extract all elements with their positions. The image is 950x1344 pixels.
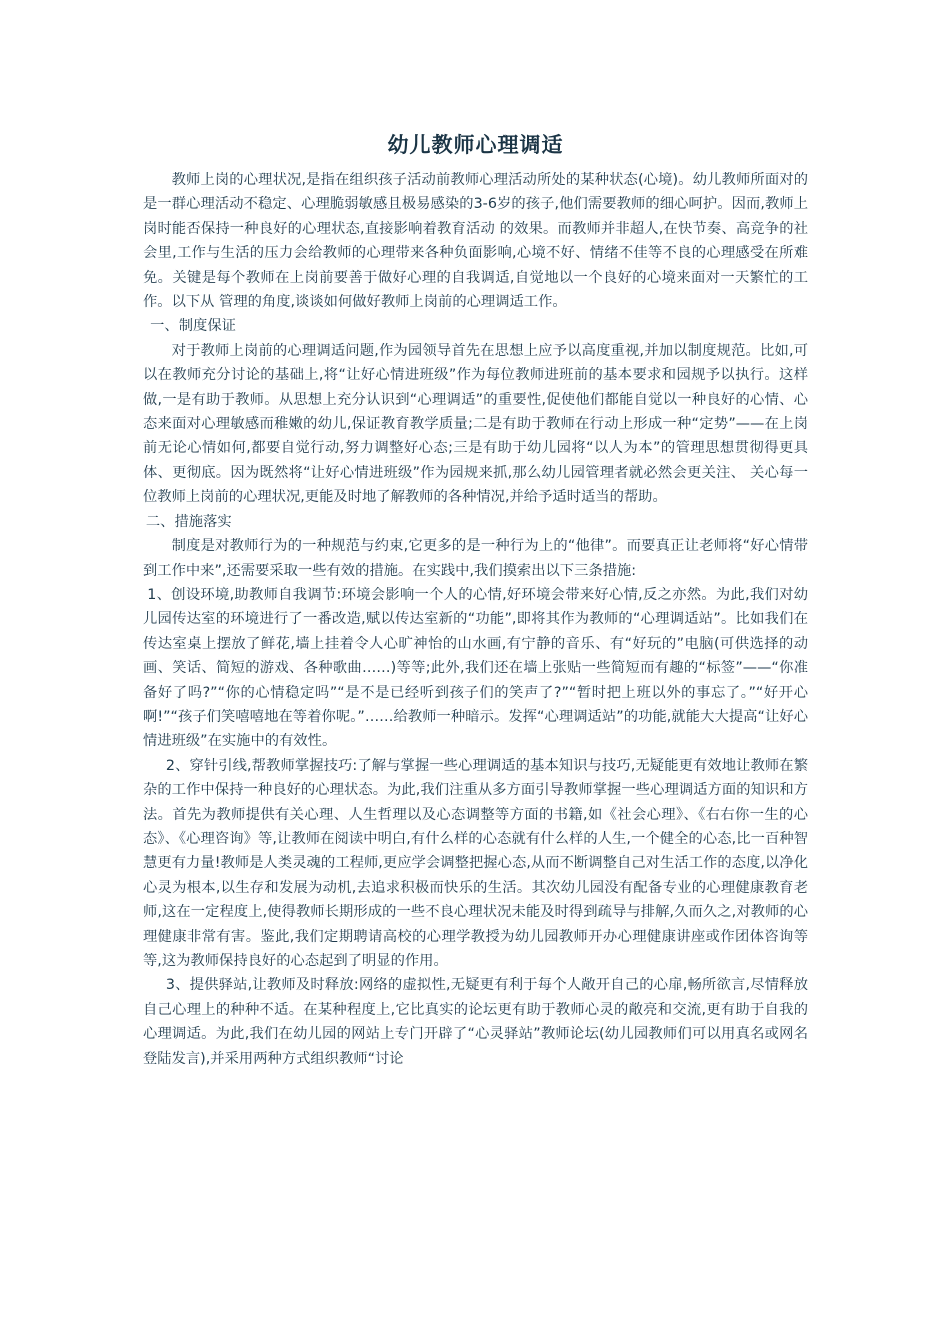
measure-item-1: 1、创设环境,助教师自我调节:环境会影响一个人的心情,好环境会带来好心情,反之亦然。为此,我们对幼儿园传达室的环境进行了一番改造,赋以传达室新的“功能”,即将其作为教师的“心理调适站”。比如我们在传达室桌上摆放了鲜花,墙上挂着令人心旷神怡的山水画,有宁静的音乐、有“好玩的”电脑(可供选择的动画、笑话、简短的游戏、各种歌曲……)等等;此外,我们还在墙上张贴一些简短而有趣的“标签”——“你准备好了吗?”“你的心情稳定吗”“是不是已经听到孩子们的笑声了?”“暂时把上班以外的事忘了。”“好开心啊!”“孩子们笑嘻嘻地在等着你呢。”……给教师一种暗示。发挥“心理调适站”的功能,就能大大提高“让好心情进班级”在实施中的有效性。 <box>143 586 808 750</box>
section-2-paragraph: 制度是对教师行为的一种规范与约束,它更多的是一种行为上的“他律”。而要真正让老师将“好心情带到工作中来”,还需要采取一些有效的措施。在实践中,我们摸索出以下三条措施: <box>143 538 808 579</box>
document-title: 幼儿教师心理调适 <box>387 133 564 157</box>
section-1-paragraph: 对于教师上岗前的心理调适问题,作为园领导首先在思想上应予以高度重视,并加以制度规范。比如,可以在教师充分讨论的基础上,将“让好心情进班级”作为每位教师进班前的基本要求和园规予以执行。这样做,一是有助于教师。从思想上充分认识到“心理调适”的重要性,促使他们都能自觉以一种良好的心情、心态来面对心理敏感而稚嫩的幼儿,保证教育教学质量;二是有助于教师在行动上形成一种“定势”——在上岗前无论心情如何,都要自觉行动,努力调整好心态;三是有助于幼儿园将“以人为本”的管理思想贯彻得更具体、更彻底。因为既然将“让好心情进班级”作为园规来抓,那么幼儿园管理者就必然会更关注、 关心每一位教师上岗前的心理状况,更能及时地了解教师的各种情况,并给予适时适当的帮助。 <box>143 342 808 506</box>
measure-item-3: 3、提供驿站,让教师及时释放:网络的虚拟性,无疑更有利于每个人敞开自己的心扉,畅所欲言,尽情释放自己心理上的种种不适。在某种程度上,它比真实的论坛更有助于教师心灵的敞亮和交流,更有助于自我的心理调适。为此,我们在幼儿园的网站上专门开辟了“心灵驿站”教师论坛(幼儿园教师们可以用真名或网名登陆发言),并采用两种方式组织教师“讨论 <box>143 977 808 1067</box>
document-page <box>143 128 808 1071</box>
intro-paragraph: 教师上岗的心理状况,是指在组织孩子活动前教师心理活动所处的某种状态(心境)。幼儿教师所面对的是一群心理活动不稳定、心理脆弱敏感且极易感染的3-6岁的孩子,他们需要教师的细心呵护。因而,教师上岗时能否保持一种良好的心理状态,直接影响着教育活动 的效果。而教师并非超人,在快节奏、高竞争的社会里,工作与生活的压力会给教师的心理带来各种负面影响,心境不好、情绪不佳等不良的心理感受在所难免。关键是每个教师在上岗前要善于做好心理的自我调适,自觉地以一个良好的心境来面对一天繁忙的工作。以下从 管理的角度,谈谈如何做好教师上岗前的心理调适工作。 <box>143 172 808 311</box>
section-heading-1: 一、制度保证 <box>150 318 236 335</box>
measure-item-2: 2、穿针引线,帮教师掌握技巧:了解与掌握一些心理调适的基本知识与技巧,无疑能更有效地让教师在繁杂的工作中保持一种良好的心理状态。为此,我们注重从多方面引导教师掌握一些心理调适方面的知识和方法。首先为教师提供有关心理、人生哲理以及心态调整等方面的书籍,如《社会心理》、《右右你一生的心态》、《心理咨询》等,让教师在阅读中明白,有什么样的心态就有什么样的人生,一个健全的心态,比一百种智慧更有力量!教师是人类灵魂的工程师,更应学会调整把握心态,从而不断调整自己对生活工作的态度,以净化心灵为根本,以生存和发展为动机,去追求积极而快乐的生活。其次幼儿园没有配备专业的心理健康教育老师,这在一定程度上,使得教师长期形成的一些不良心理状况未能及时得到疏导与排解,久而久之,对教师的心理健康非常有害。鉴此,我们定期聘请高校的心理学教授为幼儿园教师开办心理健康讲座或作团体咨询等等,这为教师保持良好的心态起到了明显的作用。 <box>143 757 808 969</box>
section-heading-2: 二、措施落实 <box>145 513 232 530</box>
